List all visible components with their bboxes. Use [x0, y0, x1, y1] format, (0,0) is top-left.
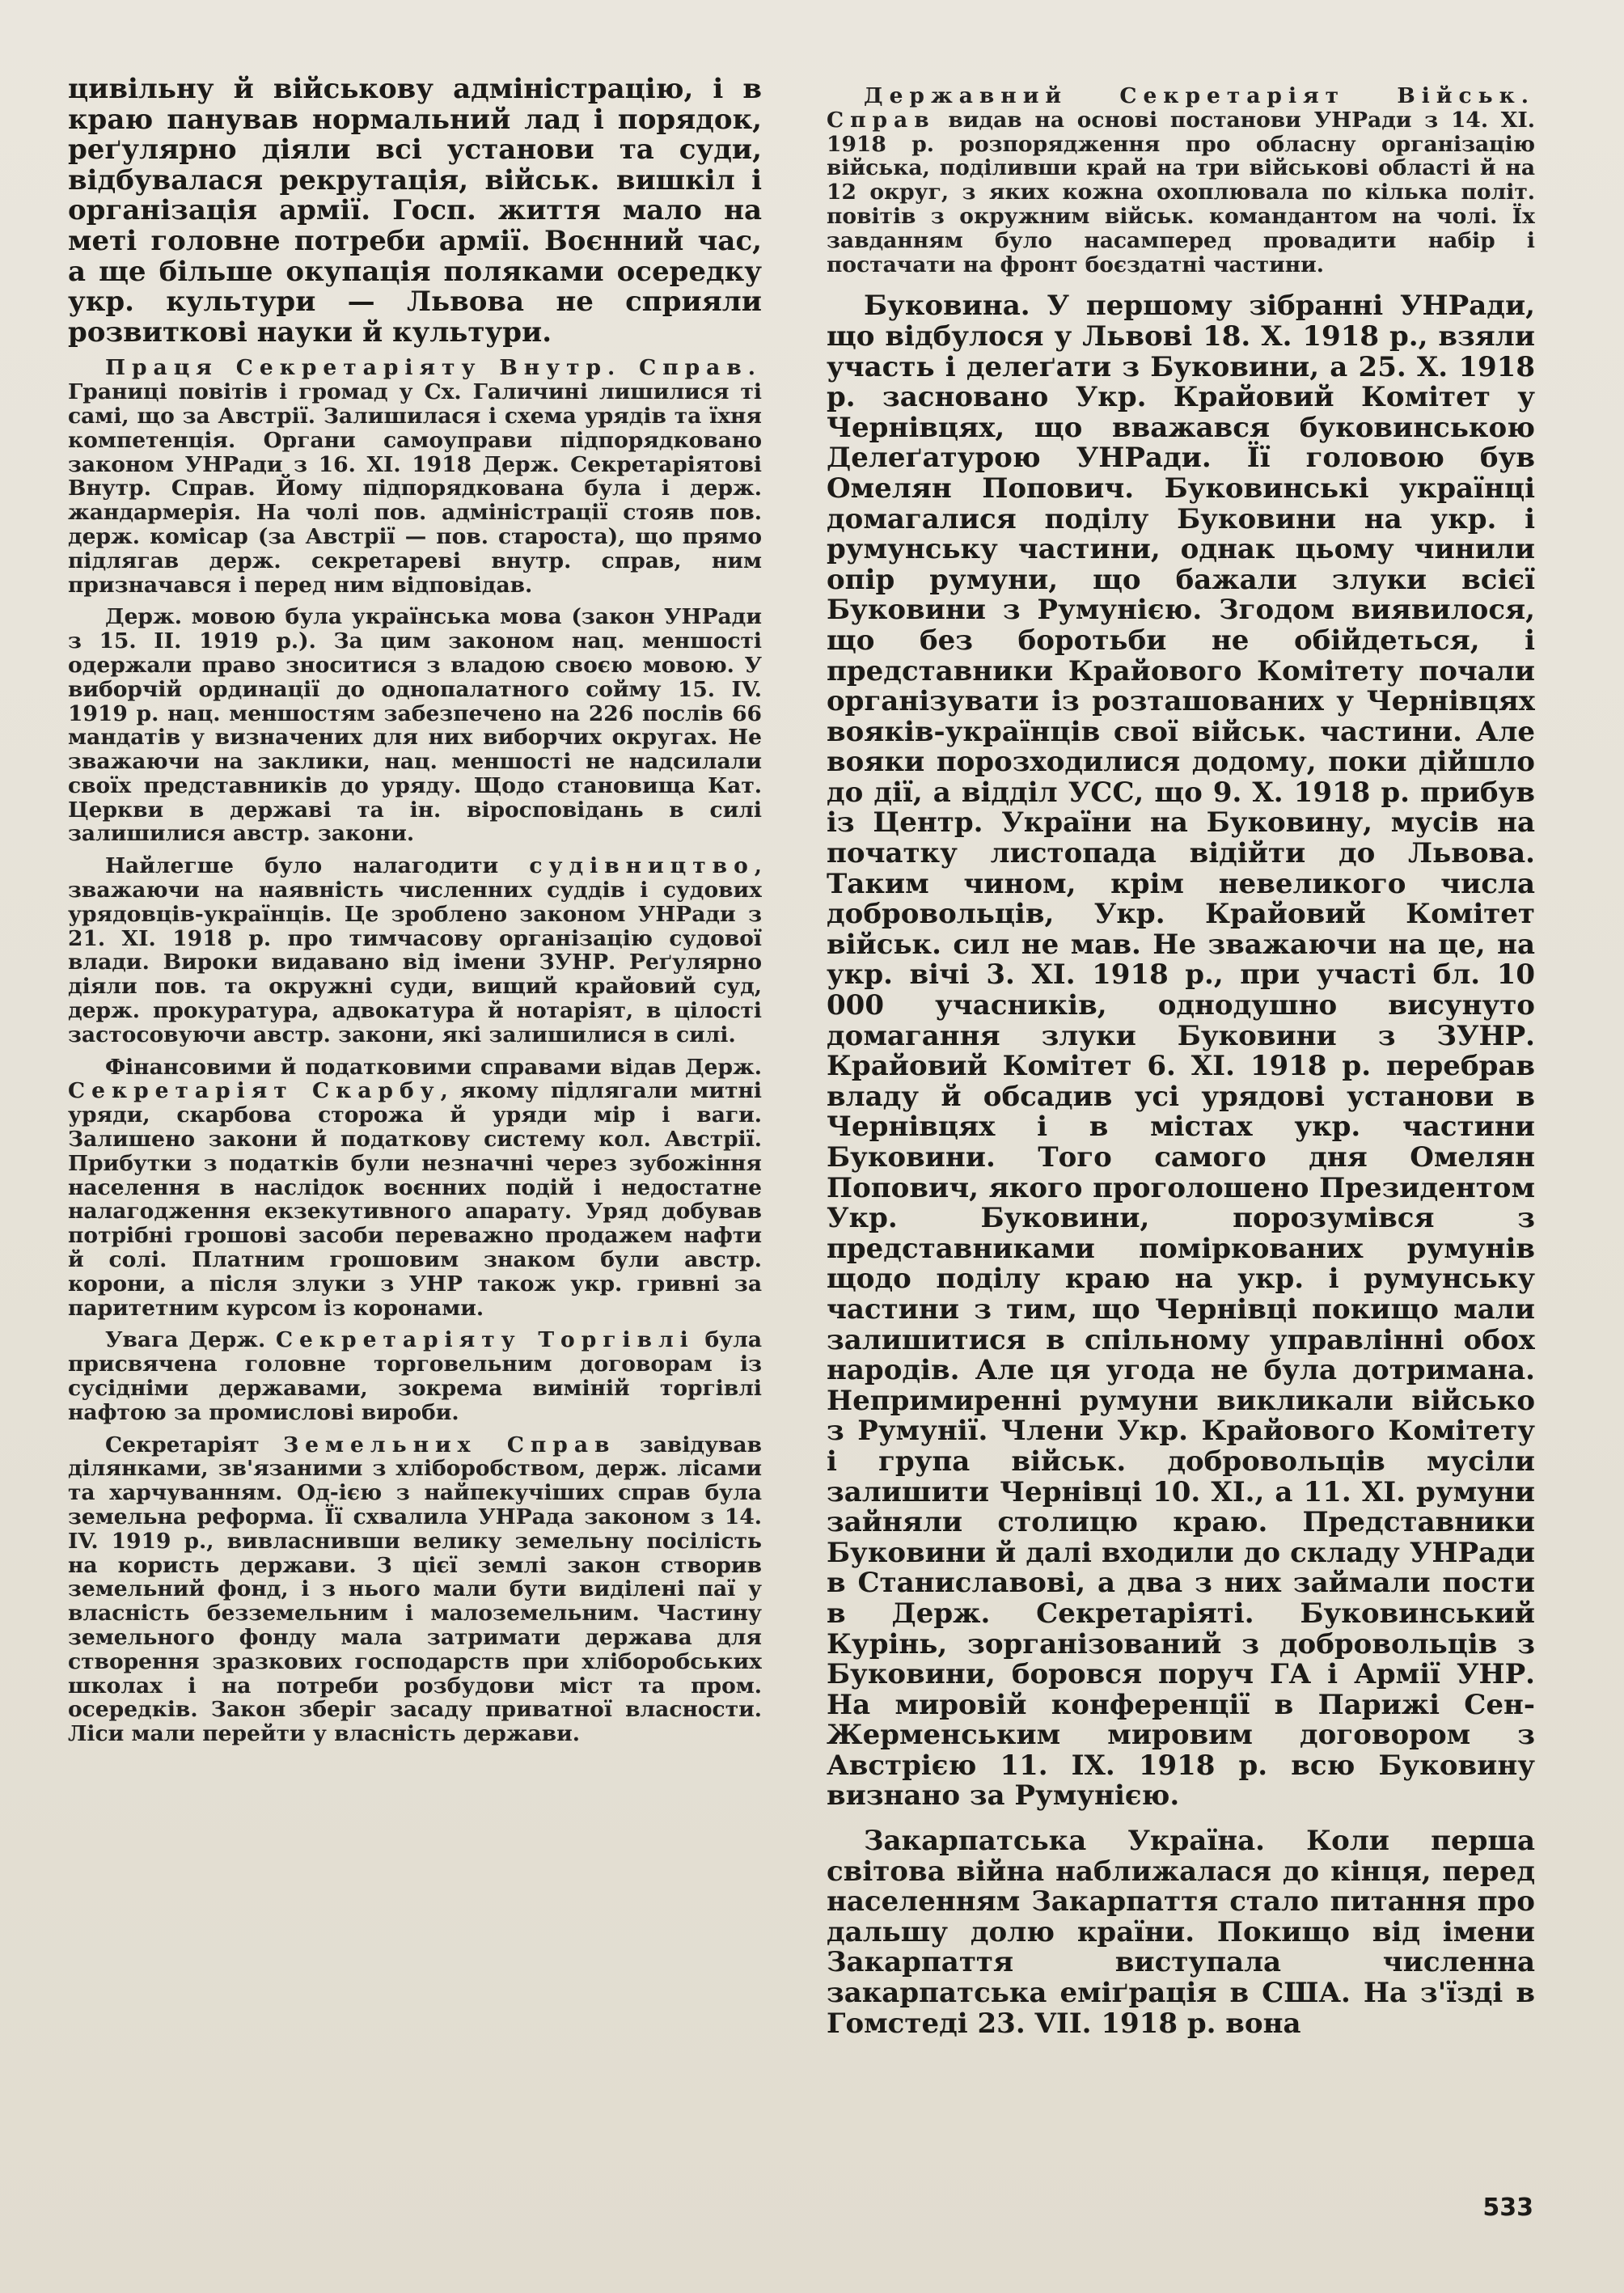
right-column [827, 84, 1535, 2171]
inline-heading: Праця Секретаріяту Внутр. Справ. [105, 355, 762, 381]
paragraph-text: Секретаріят [105, 1432, 284, 1457]
paragraph-text: завідував ділянками, зв'язаними з хліборобством, держ. лісами та харчуванням. Од-ією з найпекучіших справ була земельна реформа. Її схвалила УНРада законом з 14. IV. 1919 р., вивласнивши велику земельну посілість на користь держави. З цієї землі закон створив земельний фонд, і з нього мали бути виділені паї у власність безземельним і малоземельним. Частину земельного фонду мала затримати держава для створення зразкових господарств при хліборобських школах і на потреби розбудови міст та пром. осередків. Закон зберіг засаду приватної власности. Ліси мали перейти у власність держави. [68, 1432, 762, 1747]
paragraph-text: , якому підлягали митні уряди, скарбова сторожа й уряди мір і ваги. Залишено закони й податкову систему кол. Австрії. Прибутки з податків були незначні через зубожіння населення в наслідок воєнних подій і недостатне налагодження екзекутивного апарату. Уряд добував потрібні грошові засоби переважно продажем нафти й солі. Платним грошовим знаком були австр. корони, а після злуки з УНР також укр. гривні за паритетним курсом із коронами. [68, 1078, 762, 1321]
intro-paragraph: цивільну й військову адміністрацію, і в краю панував нормальний лад і порядок, реґулярно діяли всі установи та суди, відбувалася рекрутація, військ. вишкіл і організація армії. Госп. життя мало на меті головне потреби армії. Воєнний час, а ще більше окупація поляками осередку укр. культури — Львова не сприяли розвиткові науки й культури. [68, 74, 762, 349]
inline-heading: Земельних Справ [283, 1432, 616, 1457]
paragraph-text: Увага Держ. [105, 1327, 276, 1353]
inline-heading: Секретаріяту Торгівлі [275, 1327, 695, 1353]
language-paragraph: Держ. мовою була українська мова (закон УНРади з 15. II. 1919 р.). За цим законом нац. меншості одержали право зноситися з владою своєю мовою. У виборчій ординації до однопалатного сойму 15. IV. 1919 р. нац. меншостям забезпечено на 226 послів 66 мандатів у визначених для них виборчих округах. Не зважаючи на заклики, нац. меншості не надсилали своїх представників до уряду. Щодо становища Кат. Церкви в державі та ін. віросповідань в силі залишилися австр. закони. [68, 604, 762, 847]
military-paragraph [827, 84, 1535, 277]
trade-paragraph [68, 1328, 762, 1424]
inline-heading: Секретаріят Скарбу [68, 1078, 441, 1104]
paragraph-text: Фінансовими й податковими справами відав Держ. [105, 1054, 762, 1080]
page-number: 533 [1482, 2194, 1533, 2222]
paragraph-text: Коли перша світова війна наближалася до кінця, перед населенням Закарпаття стало питання про дальшу долю країни. Покищо від імени Закарпаття виступала численна закарпатська еміґрація в США. На з'їзді в Гомстеді 23. VII. 1918 р. вона [827, 1825, 1535, 2040]
land-affairs-paragraph [68, 1433, 762, 1746]
section-heading: Буковина. [864, 290, 1030, 323]
paragraph-text: У першому зібранні УНРади, що відбулося у Львові 18. X. 1918 р., взяли участь і делеґати з Буковини, а 25. X. 1918 р. засновано Укр. Крайовий Комітет у Чернівцях, що вважався буковинською Делеґатурою УНРади. Її головою був Омелян Попович. Буковинські українці домагалися поділу Буковини на укр. і румунську частини, однак цьому чинили опір румуни, що бажали злуки всієї Буковини з Румунією. Згодом виявилося, що без боротьби не обійдеться, і представники Крайового Комітету почали організувати із розташованих у Чернівцях вояків-українців свої військ. частини. Але вояки порозходилися додому, поки дійшло до дії, а відділ УСС, що 9. X. 1918 р. прибув із Центр. України на Буковину, мусів на початку листопада відійти до Львова. Таким чином, крім невеликого числа добровольців, Укр. Крайовий Комітет військ. сил не мав. Не зважаючи на це, на укр. вічі 3. XI. 1918 р., при участі бл. 10 000 учасників, однодушно висунуто домагання злуки Буковини з ЗУНР. Крайовий Комітет 6. XI. 1918 р. перебрав владу й обсадив усі урядові установи в Чернівцях і в містах укр. частини Буковини. Того самого дня Омелян Попович, якого проголошено Президентом Укр. Буковини, порозумівся з представниками поміркованих румунів щодо поділу краю на укр. і румунську частини з тим, що Чернівці покищо мали залишитися в спільному управлінні обох народів. Але ця угода не була дотримана. Непримиренні румуни викликали військо з Румунії. Члени Укр. Крайового Комітету і група військ. добровольців мусіли залишити Чернівці 10. XI., а 11. XI. румуни зайняли столицю краю. Представники Буковини й далі входили до складу УНРади в Станиславові, а два з них займали пости в Держ. Секретаріяті. Буковинський Курінь, зорганізований з добровольців з Буковини, боровся поруч ГА і Армії УНР. На мировій конференції в Парижі Сен-Жерменським мировим договором з Австрією 11. IX. 1918 р. всю Буковину визнано за Румунією. [827, 290, 1535, 1813]
zakarpattia-section [827, 1826, 1535, 2039]
paragraph-text: Найлегше було налагодити [105, 853, 530, 879]
judiciary-paragraph [68, 854, 762, 1047]
inline-heading: судівництво [529, 853, 755, 879]
inline-heading: Державний Секретаріят Військ. Справ [827, 84, 1535, 133]
paragraph-text: Границі повітів і громад у Сх. Галичині лишилися ті самі, що за Австрії. Залишилася і схема урядів та їхня компетенція. Органи самоуправи підпорядковано законом УНРади з 16. XI. 1918 Держ. Секретаріятові Внутр. Справ. Йому підпорядкована була і держ. жандармерія. На чолі пов. адміністрації стояв пов. держ. комісар (за Австрії — пов. староста), що прямо підлягав держ. секретареві внутр. справ, ним призначався і перед ним відповідав. [68, 379, 762, 598]
paragraph-text: , зважаючи на наявність численних суддів і судових урядовців-українців. Це зроблено законом УНРади з 21. XI. 1918 р. про тимчасову організацію судової влади. Вироки видавано від імени ЗУНР. Реґулярно діяли пов. та окружні суди, вищий крайовий суд, держ. прокуратура, адвокатура й нотаріят, в цілості застосовуючи австр. закони, які залишилися в силі. [68, 853, 762, 1047]
paragraph-text: видав на основі постанови УНРади з 14. XI. 1918 р. розпорядження про обласну організацію війська, поділивши край на три військові області й на 12 округ, з яких кожна охоплювала по кілька політ. повітів з окружним військ. командантом на чолі. Їх завданням було насамперед провадити набір і постачати на фронт боєздатні частини. [827, 107, 1535, 277]
bukovyna-section [827, 291, 1535, 1812]
internal-affairs-paragraph [68, 356, 762, 597]
left-column [68, 74, 762, 2161]
treasury-paragraph [68, 1056, 762, 1321]
paragraph-text: була присвячена головне торговельним договорам із сусідніми державами, зокрема виміній торгівлі нафтою за промислові вироби. [68, 1327, 762, 1425]
section-heading: Закарпатська Україна. [864, 1825, 1266, 1858]
